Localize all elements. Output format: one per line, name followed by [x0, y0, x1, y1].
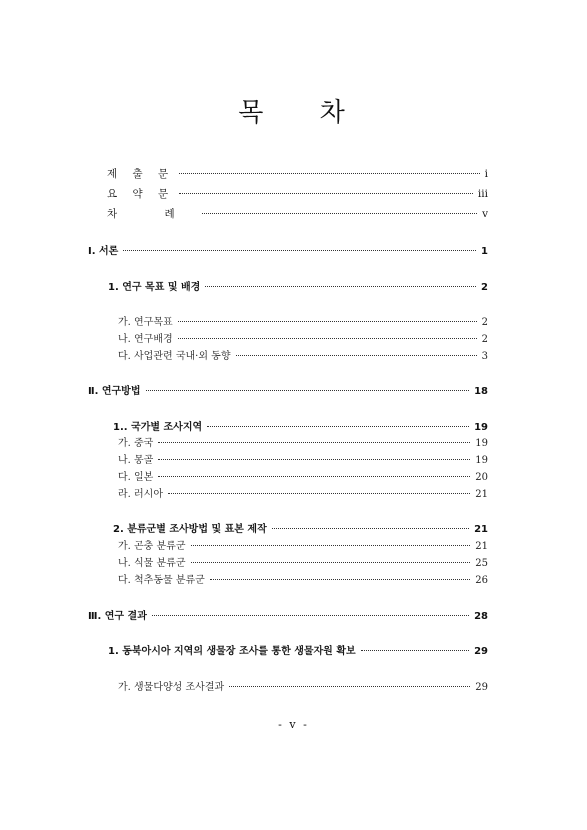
toc-page-number: 2 — [481, 334, 488, 345]
toc-label: 가. 중국 — [118, 438, 154, 449]
toc-page-number: 19 — [474, 422, 488, 433]
toc-label: 가. 생물다양성 조사결과 — [118, 682, 225, 693]
leader-dots — [207, 416, 469, 427]
toc-label: 라. 러시아 — [118, 489, 163, 500]
leader-dots — [191, 552, 471, 563]
toc-section-entry[interactable] — [88, 243, 488, 259]
toc-entry[interactable] — [107, 206, 488, 221]
leader-dots — [158, 432, 470, 443]
toc-label: 1. 연구 목표 및 배경 — [108, 282, 201, 293]
leader-dots — [179, 183, 473, 194]
toc-label: Ⅱ. 연구방법 — [88, 386, 141, 397]
toc-entry[interactable] — [107, 186, 488, 201]
toc-label: Ⅲ. 연구 결과 — [88, 611, 147, 622]
toc-page-number: 3 — [481, 351, 488, 362]
toc-page-number: 29 — [475, 682, 488, 693]
leader-dots — [158, 449, 470, 460]
leader-dots — [205, 276, 476, 287]
toc-label: 1.. 국가별 조사지역 — [113, 422, 203, 433]
toc-item-entry[interactable] — [118, 679, 488, 695]
toc-page-number: 21 — [474, 524, 488, 535]
leader-dots — [152, 605, 469, 616]
leader-dots — [158, 466, 470, 477]
toc-item-entry[interactable] — [118, 572, 488, 588]
toc-page-number: 19 — [475, 438, 488, 449]
toc-page-number: 28 — [474, 611, 488, 622]
leader-dots — [272, 518, 469, 529]
toc-label: 제 출 문 — [107, 168, 175, 180]
toc-label: 나. 식물 분류군 — [118, 558, 186, 569]
toc-page-number: 29 — [474, 646, 488, 657]
toc-page-number: 2 — [481, 317, 488, 328]
toc-page-number: iii — [477, 188, 488, 200]
toc-label: 차 례 — [107, 208, 197, 220]
toc-page-number: v — [482, 208, 488, 220]
toc-label: 다. 사업관련 국내·외 동향 — [118, 351, 231, 362]
leader-dots — [168, 483, 470, 494]
leader-dots — [202, 203, 477, 214]
toc-label: 나. 몽골 — [118, 455, 154, 466]
leader-dots — [178, 311, 477, 322]
toc-label: 가. 곤충 분류군 — [118, 541, 186, 552]
toc-subsection-entry[interactable] — [108, 643, 488, 659]
toc-page-number: 20 — [475, 472, 488, 483]
page-footer-number: - v - — [278, 718, 309, 731]
toc-label: 2. 분류군별 조사방법 및 표본 제작 — [113, 524, 267, 535]
toc-label: 다. 일본 — [118, 472, 154, 483]
toc-page-number: 21 — [475, 489, 488, 500]
toc-page-number: 1 — [481, 246, 488, 257]
toc-section-entry[interactable] — [88, 383, 488, 399]
toc-item-entry[interactable] — [118, 486, 488, 502]
leader-dots — [146, 380, 470, 391]
toc-page-number: i — [484, 168, 488, 180]
page-title: 목 차 — [238, 98, 349, 128]
toc-subsection-entry[interactable] — [108, 279, 488, 295]
toc-label: Ⅰ. 서론 — [88, 246, 119, 257]
leader-dots — [123, 240, 476, 251]
leader-dots — [191, 535, 471, 546]
leader-dots — [210, 569, 470, 580]
toc-label: 나. 연구배경 — [118, 334, 173, 345]
leader-dots — [361, 640, 469, 651]
leader-dots — [236, 345, 477, 356]
toc-entry[interactable] — [107, 166, 488, 181]
toc-section-entry[interactable] — [88, 608, 488, 624]
toc-label: 다. 척추동물 분류군 — [118, 575, 205, 586]
toc-page-number: 26 — [475, 575, 488, 586]
leader-dots — [178, 328, 477, 339]
toc-page-number: 19 — [475, 455, 488, 466]
leader-dots — [229, 676, 470, 687]
toc-page-number: 18 — [474, 386, 488, 397]
toc-page-number: 21 — [475, 541, 488, 552]
toc-page-number: 25 — [475, 558, 488, 569]
toc-page-number: 2 — [481, 282, 488, 293]
leader-dots — [179, 163, 480, 174]
toc-label: 1. 동북아시아 지역의 생물장 조사를 통한 생물자원 확보 — [108, 646, 356, 657]
toc-item-entry[interactable] — [118, 348, 488, 364]
toc-label: 가. 연구목표 — [118, 317, 173, 328]
toc-label: 요 약 문 — [107, 188, 175, 200]
